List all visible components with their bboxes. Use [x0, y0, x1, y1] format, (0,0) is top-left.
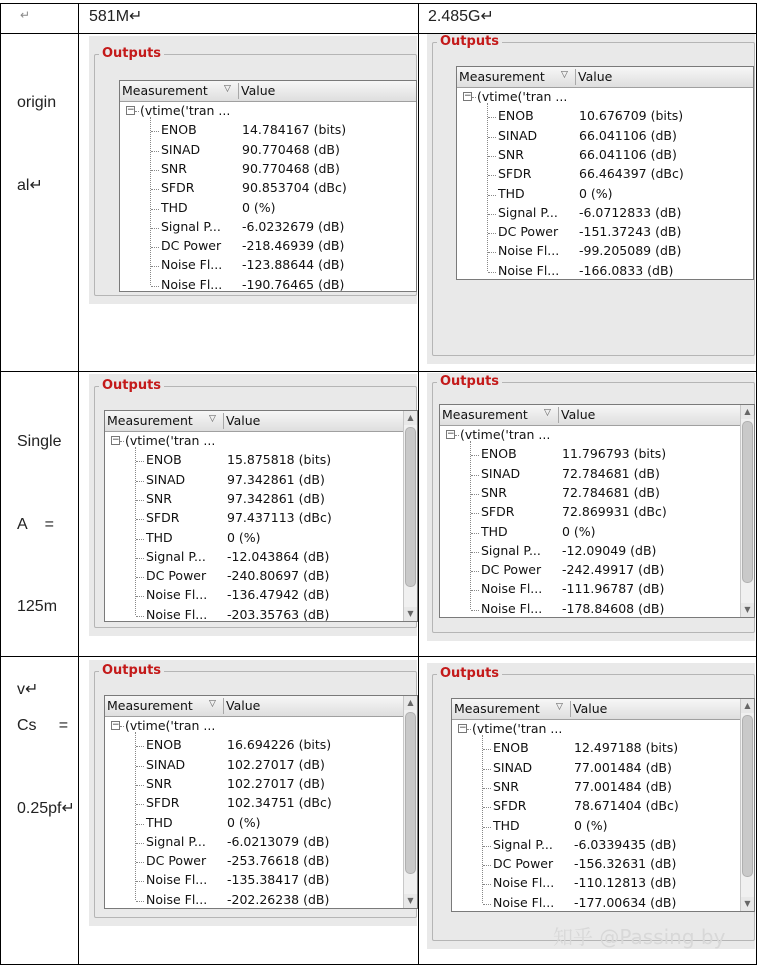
vertical-scrollbar[interactable] [740, 405, 754, 617]
tree-connector [470, 441, 471, 609]
measurement-value[interactable]: -136.47942 (dB) [227, 587, 330, 603]
measurement-name[interactable]: Noise Fl... [161, 257, 223, 273]
measurement-name[interactable]: DC Power [493, 856, 554, 872]
header-581m: 581M↵ [89, 8, 143, 25]
measurement-tree[interactable] [456, 66, 754, 280]
measurement-name[interactable]: THD [481, 523, 508, 539]
tree-connector [151, 131, 159, 132]
tree-connector [467, 729, 471, 730]
tree-connector [483, 827, 491, 828]
table-border-col2 [418, 3, 419, 965]
measurement-name[interactable]: SNR [161, 160, 187, 176]
measurement-name[interactable]: SNR [493, 778, 519, 794]
tree-connector [136, 539, 144, 540]
measurement-name[interactable]: DC Power [146, 853, 207, 869]
outputs-panel [427, 663, 755, 949]
header-corner-mark: ↵ [20, 8, 31, 22]
measurement-name[interactable]: THD [146, 529, 173, 545]
collapse-icon[interactable]: − [112, 435, 120, 445]
measurement-name[interactable]: ENOB [146, 737, 182, 753]
tree-connector [136, 746, 144, 747]
measurement-name[interactable]: THD [493, 817, 520, 833]
tree-connector [483, 749, 491, 750]
measurement-name[interactable]: THD [498, 185, 525, 201]
measurement-value[interactable]: -178.84608 (dB) [562, 600, 665, 616]
measurement-tree[interactable] [104, 695, 418, 909]
measurement-name[interactable]: SINAD [161, 141, 201, 157]
tree-connector [135, 111, 139, 112]
measurement-value[interactable]: 72.784681 (dB) [562, 465, 660, 481]
measurement-name[interactable]: Signal P... [493, 836, 553, 852]
collapse-icon[interactable]: − [464, 91, 472, 101]
column-header-measurement[interactable]: Measurement [459, 69, 545, 84]
sort-down-icon[interactable]: ▽ [556, 702, 563, 712]
measurement-value[interactable]: -12.043864 (dB) [227, 548, 330, 564]
tree-connector [136, 804, 144, 805]
tree-connector [151, 170, 159, 171]
measurement-value[interactable]: -166.0833 (dB) [579, 262, 674, 278]
outputs-panel [89, 36, 417, 304]
measurement-name[interactable]: SINAD [146, 756, 186, 772]
measurement-name[interactable]: SNR [481, 484, 507, 500]
measurement-name[interactable]: SFDR [161, 180, 195, 196]
measurement-value[interactable]: 90.770468 (dB) [242, 141, 340, 157]
measurement-name[interactable]: THD [146, 814, 173, 830]
tree-connector [120, 726, 124, 727]
tree-connector [136, 824, 144, 825]
sort-down-icon[interactable]: ▽ [209, 699, 216, 709]
measurement-tree[interactable] [119, 80, 417, 292]
tree-connector [151, 209, 159, 210]
outputs-title: Outputs [99, 663, 164, 679]
tree-connector [136, 843, 144, 844]
tree-root-label[interactable]: (vtime('tran ... [125, 718, 216, 733]
scroll-up-icon[interactable]: ▲ [404, 696, 417, 710]
column-header-value[interactable]: Value [578, 69, 613, 84]
measurement-value[interactable]: -151.37243 (dB) [579, 224, 682, 240]
outputs-title: Outputs [437, 666, 502, 682]
tree-header [105, 411, 417, 432]
measurement-name[interactable]: SINAD [493, 759, 533, 775]
column-header-value[interactable]: Value [226, 413, 261, 428]
measurement-value[interactable]: 77.001484 (dB) [574, 778, 672, 794]
outputs-panel [89, 374, 417, 636]
row-label-line: v↵ [17, 680, 39, 698]
sort-down-icon[interactable]: ▽ [561, 70, 568, 80]
column-header-value[interactable]: Value [241, 83, 276, 98]
measurement-value[interactable]: 0 (%) [227, 529, 261, 545]
measurement-value[interactable]: 102.34751 (dBc) [227, 795, 332, 811]
measurement-name[interactable]: Noise Fl... [481, 581, 543, 597]
tree-connector [136, 461, 144, 462]
row-label-line: origin [17, 94, 57, 111]
scrollbar-thumb[interactable] [742, 421, 753, 583]
measurement-value[interactable]: -12.09049 (dB) [562, 542, 657, 558]
sort-down-icon[interactable]: ▽ [544, 408, 551, 418]
vertical-scrollbar[interactable] [740, 699, 754, 911]
tree-root-label[interactable]: (vtime('tran ... [460, 427, 551, 442]
measurement-value[interactable]: 102.27017 (dB) [227, 775, 325, 791]
tree-connector [150, 117, 151, 285]
measurement-tree[interactable] [104, 410, 418, 622]
tree-connector [136, 901, 144, 902]
measurement-name[interactable]: SINAD [498, 127, 538, 143]
measurement-name[interactable]: ENOB [161, 122, 197, 138]
tree-connector [471, 475, 479, 476]
measurement-value[interactable]: -6.0339435 (dB) [574, 836, 677, 852]
measurement-value[interactable]: -190.76465 (dB) [242, 276, 345, 292]
measurement-name[interactable]: THD [161, 199, 188, 215]
tree-connector [488, 195, 496, 196]
sort-down-icon[interactable]: ▽ [224, 84, 231, 94]
tree-header [440, 405, 754, 426]
collapse-icon[interactable]: − [112, 720, 120, 730]
measurement-name[interactable]: Noise Fl... [493, 875, 555, 891]
measurement-name[interactable]: SNR [498, 146, 524, 162]
outputs-panel [89, 660, 417, 926]
measurement-value[interactable]: 12.497188 (bits) [574, 740, 679, 756]
tree-connector [136, 500, 144, 501]
row-label-line: A = [17, 515, 54, 533]
measurement-value[interactable]: 66.041106 (dB) [579, 146, 677, 162]
measurement-name[interactable]: SINAD [481, 465, 521, 481]
measurement-name[interactable]: Noise Fl... [146, 587, 208, 603]
tree-connector [136, 577, 144, 578]
column-separator[interactable] [570, 701, 571, 717]
tree-connector [471, 455, 479, 456]
table-border-left [0, 3, 1, 965]
measurement-name[interactable]: ENOB [481, 446, 517, 462]
row-label-cs [17, 657, 75, 877]
tree-connector [136, 519, 144, 520]
measurement-value[interactable]: -203.35763 (dB) [227, 606, 330, 622]
column-separator[interactable] [558, 407, 559, 423]
tree-connector [483, 904, 491, 905]
tree-connector [136, 558, 144, 559]
tree-connector [136, 881, 144, 882]
scroll-down-icon[interactable]: ▼ [404, 607, 417, 621]
measurement-value[interactable]: 16.694226 (bits) [227, 737, 332, 753]
table-border-col1 [78, 3, 79, 965]
collapse-icon[interactable]: − [447, 429, 455, 439]
tree-connector [455, 435, 459, 436]
tree-connector [483, 769, 491, 770]
measurement-name[interactable]: Noise Fl... [498, 243, 560, 259]
scroll-up-icon[interactable]: ▲ [741, 405, 754, 419]
tree-connector [488, 175, 496, 176]
tree-connector [488, 252, 496, 253]
header-2485g: 2.485G↵ [428, 8, 494, 25]
column-header-measurement[interactable]: Measurement [442, 407, 528, 422]
measurement-value[interactable]: -253.76618 (dB) [227, 853, 330, 869]
row-label-line: al↵ [17, 176, 43, 194]
collapse-icon[interactable]: − [459, 723, 467, 733]
scroll-up-icon[interactable]: ▲ [741, 699, 754, 713]
tree-connector [483, 788, 491, 789]
measurement-name[interactable]: SFDR [481, 504, 515, 520]
tree-connector [135, 447, 136, 615]
measurement-name[interactable]: Signal P... [161, 218, 221, 234]
tree-connector [136, 862, 144, 863]
column-header-measurement[interactable]: Measurement [107, 413, 193, 428]
tree-root-label[interactable]: (vtime('tran ... [477, 89, 568, 104]
tree-connector [136, 766, 144, 767]
scrollbar-thumb[interactable] [405, 712, 416, 874]
measurement-value[interactable]: -6.0232679 (dB) [242, 218, 345, 234]
scrollbar-thumb[interactable] [405, 427, 416, 587]
measurement-name[interactable]: Noise Fl... [146, 891, 208, 907]
measurement-value[interactable]: -111.96787 (dB) [562, 581, 665, 597]
tree-connector [483, 807, 491, 808]
measurement-value[interactable]: 0 (%) [562, 523, 596, 539]
measurement-name[interactable]: Noise Fl... [146, 872, 208, 888]
outputs-title: Outputs [99, 46, 164, 62]
column-header-value[interactable]: Value [226, 698, 261, 713]
tree-connector [488, 233, 496, 234]
measurement-name[interactable]: DC Power [146, 568, 207, 584]
scrollbar-thumb[interactable] [742, 715, 753, 877]
tree-connector [136, 785, 144, 786]
measurement-value[interactable]: -177.00634 (dB) [574, 894, 677, 910]
tree-connector [482, 735, 483, 903]
measurement-name[interactable]: Noise Fl... [161, 276, 223, 292]
tree-connector [483, 865, 491, 866]
watermark: 知乎 @Passing by [553, 925, 726, 949]
measurement-value[interactable]: 72.784681 (dB) [562, 484, 660, 500]
row-label-line: Cs = [17, 717, 69, 734]
scroll-down-icon[interactable]: ▼ [404, 894, 417, 908]
scroll-down-icon[interactable]: ▼ [741, 897, 754, 911]
tree-connector [471, 552, 479, 553]
measurement-value[interactable]: -135.38417 (dB) [227, 872, 330, 888]
tree-connector [471, 494, 479, 495]
outputs-title: Outputs [437, 374, 502, 390]
table-border-row2 [0, 656, 757, 657]
measurement-value[interactable]: 102.27017 (dB) [227, 756, 325, 772]
measurement-value[interactable]: -202.26238 (dB) [227, 891, 330, 907]
measurement-value[interactable]: 97.342861 (dB) [227, 490, 325, 506]
tree-connector [120, 441, 124, 442]
outputs-panel [427, 373, 755, 641]
tree-connector [488, 214, 496, 215]
measurement-name[interactable]: Signal P... [146, 548, 206, 564]
tree-connector [471, 513, 479, 514]
row-label-line: 125m [17, 598, 58, 615]
measurement-value[interactable]: -240.80697 (dB) [227, 568, 330, 584]
measurement-name[interactable]: SFDR [146, 510, 180, 526]
tree-connector [136, 481, 144, 482]
measurement-name[interactable]: SINAD [146, 471, 186, 487]
tree-connector [136, 616, 144, 617]
sort-down-icon[interactable]: ▽ [209, 414, 216, 424]
tree-connector [471, 571, 479, 572]
measurement-name[interactable]: SFDR [493, 798, 527, 814]
table-border-row1 [0, 371, 757, 372]
measurement-value[interactable]: -123.88644 (dB) [242, 257, 345, 273]
measurement-value[interactable]: -6.0712833 (dB) [579, 204, 682, 220]
tree-connector [471, 610, 479, 611]
column-header-measurement[interactable]: Measurement [454, 701, 540, 716]
outputs-title: Outputs [437, 34, 502, 50]
row-label-original [17, 34, 56, 254]
tree-header [120, 81, 416, 102]
column-header-measurement[interactable]: Measurement [122, 83, 208, 98]
measurement-name[interactable]: ENOB [493, 740, 529, 756]
measurement-name[interactable]: DC Power [481, 562, 542, 578]
tree-connector [471, 590, 479, 591]
measurement-name[interactable]: ENOB [498, 108, 534, 124]
measurement-name[interactable]: Signal P... [498, 204, 558, 220]
column-separator[interactable] [238, 83, 239, 99]
tree-connector [487, 103, 488, 271]
measurement-value[interactable]: 0 (%) [242, 199, 276, 215]
measurement-value[interactable]: 78.671404 (dBc) [574, 798, 679, 814]
column-header-value[interactable]: Value [573, 701, 608, 716]
column-header-measurement[interactable]: Measurement [107, 698, 193, 713]
measurement-value[interactable]: 0 (%) [227, 814, 261, 830]
tree-connector [135, 732, 136, 900]
tree-root-label[interactable]: (vtime('tran ... [140, 103, 231, 118]
tree-connector [483, 846, 491, 847]
measurement-value[interactable]: 11.796793 (bits) [562, 446, 667, 462]
measurement-name[interactable]: Signal P... [146, 833, 206, 849]
measurement-name[interactable]: Noise Fl... [498, 262, 560, 278]
measurement-value[interactable]: 90.770468 (dB) [242, 160, 340, 176]
measurement-name[interactable]: SFDR [498, 166, 532, 182]
tree-connector [151, 286, 159, 287]
measurement-value[interactable]: 72.869931 (dBc) [562, 504, 667, 520]
measurement-value[interactable]: 14.784167 (bits) [242, 122, 347, 138]
measurement-value[interactable]: 66.041106 (dB) [579, 127, 677, 143]
table-border-top [0, 3, 757, 4]
row-label-line: 0.25pf↵ [17, 799, 75, 817]
measurement-value[interactable]: -6.0213079 (dB) [227, 833, 330, 849]
tree-root-label[interactable]: (vtime('tran ... [125, 433, 216, 448]
measurement-value[interactable]: 0 (%) [579, 185, 613, 201]
tree-connector [151, 266, 159, 267]
tree-connector [151, 247, 159, 248]
collapse-icon[interactable]: − [127, 105, 135, 115]
measurement-value[interactable]: 77.001484 (dB) [574, 759, 672, 775]
measurement-name[interactable]: Noise Fl... [146, 606, 208, 622]
tree-header [457, 67, 753, 88]
measurement-name[interactable]: Signal P... [481, 542, 541, 558]
measurement-name[interactable]: SNR [146, 775, 172, 791]
measurement-value[interactable]: 10.676709 (bits) [579, 108, 684, 124]
vertical-scrollbar[interactable] [403, 411, 417, 621]
vertical-scrollbar[interactable] [403, 696, 417, 908]
row-label-line: Single [17, 433, 62, 450]
measurement-value[interactable]: 97.342861 (dB) [227, 471, 325, 487]
tree-connector [151, 189, 159, 190]
measurement-name[interactable]: DC Power [498, 224, 559, 240]
measurement-value[interactable]: 0 (%) [574, 817, 608, 833]
column-separator[interactable] [223, 413, 224, 429]
measurement-value[interactable]: 15.875818 (bits) [227, 452, 332, 468]
measurement-name[interactable]: Noise Fl... [493, 894, 555, 910]
scroll-down-icon[interactable]: ▼ [741, 603, 754, 617]
tree-connector [472, 97, 476, 98]
tree-connector [488, 272, 496, 273]
measurement-name[interactable]: ENOB [146, 452, 182, 468]
outputs-panel [427, 34, 755, 364]
scroll-up-icon[interactable]: ▲ [404, 411, 417, 425]
table-border-bottom [0, 964, 757, 965]
measurement-value[interactable]: 97.437113 (dBc) [227, 510, 332, 526]
measurement-value[interactable]: -99.205089 (dB) [579, 243, 682, 259]
tree-connector [136, 596, 144, 597]
column-separator[interactable] [223, 698, 224, 714]
tree-header [452, 699, 754, 720]
measurement-value[interactable]: 90.853704 (dBc) [242, 180, 347, 196]
measurement-name[interactable]: DC Power [161, 238, 222, 254]
measurement-value[interactable]: -242.49917 (dB) [562, 562, 665, 578]
column-header-value[interactable]: Value [561, 407, 596, 422]
tree-connector [488, 117, 496, 118]
measurement-value[interactable]: -110.12813 (dB) [574, 875, 677, 891]
measurement-value[interactable]: 66.464397 (dBc) [579, 166, 684, 182]
column-separator[interactable] [575, 69, 576, 85]
tree-connector [151, 228, 159, 229]
measurement-name[interactable]: Noise Fl... [481, 600, 543, 616]
tree-connector [488, 156, 496, 157]
tree-header [105, 696, 417, 717]
tree-root-label[interactable]: (vtime('tran ... [472, 721, 563, 736]
measurement-value[interactable]: -218.46939 (dB) [242, 238, 345, 254]
measurement-name[interactable]: SNR [146, 490, 172, 506]
tree-connector [488, 137, 496, 138]
outputs-title: Outputs [99, 378, 164, 394]
tree-connector [151, 151, 159, 152]
tree-connector [471, 533, 479, 534]
measurement-name[interactable]: SFDR [146, 795, 180, 811]
measurement-tree[interactable] [439, 404, 755, 618]
tree-connector [483, 884, 491, 885]
measurement-tree[interactable] [451, 698, 755, 912]
measurement-value[interactable]: -156.32631 (dB) [574, 856, 677, 872]
